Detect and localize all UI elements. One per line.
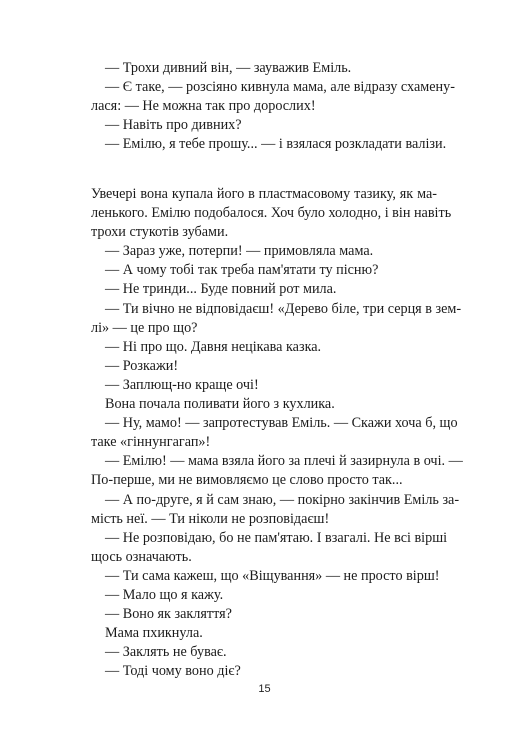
text-line: ленького. Емілю подобалося. Хоч було холодно, і він навіть [91,205,452,222]
text-line: щось означають. [91,548,192,565]
text-line: — А чому тобі так треба пам'ятати ту пісню? [105,262,379,279]
text-line: — Воно як закляття? [105,606,232,623]
text-line: — А по-друге, я й сам знаю, — покірно закінчив Еміль за- [105,491,460,508]
text-line: — Трохи дивний він, — зауважив Еміль. [105,60,352,76]
text-line: — Ти сама кажеш, що «Віщування» — не просто вірш! [105,567,440,584]
text-line: — Заплющ-но краще очі! [105,376,259,393]
text-line: трохи стукотів зубами. [91,224,229,241]
text-line: Увечері вона купала його в пластмасовому тазику, як ма- [91,186,437,202]
text-line: — Не розповідаю, бо не пам'ятаю. І взагалі. Не всі вірші [105,529,448,546]
text-line: — Зараз уже, потерпи! — примовляла мама. [105,243,374,260]
text-line: Мама пхикнула. [105,625,203,642]
text-line: — Заклять не буває. [105,644,227,661]
text-line: По-перше, ми не вимовляємо це слово просто так... [91,472,403,489]
text-line: — Емілю, я тебе прошу... — і взялася розкладати валізи. [105,136,447,153]
text-line: — Є таке, — розсіяно кивнула мама, але відразу схамену- [105,79,455,96]
text-line: мість неї. — Ти ніколи не розповідаєш! [91,510,330,527]
text-line: — Тоді чому воно діє? [105,663,241,680]
text-line: — Навіть про дивних? [105,117,242,134]
text-line: — Емілю! — мама взяла його за плечі й зазирнула в очі. — [105,453,463,470]
text-line: — Ні про що. Давня нецікава казка. [105,338,322,355]
text-line: — Ти вічно не відповідаєш! «Дерево біле, три серця в зем- [105,300,462,317]
page-number: 15 [258,683,271,695]
text-line: лася: — Не можна так про дорослих! [91,98,316,115]
text-block-dialogue [91,59,455,154]
text-line: таке «гіннунгагап»! [91,434,211,451]
text-line: — Розкажи! [105,357,179,374]
text-line: — Ну, мамо! — запротестував Еміль. — Скажи хоча б, що [105,415,458,432]
text-line: лі» — це про що? [91,319,198,336]
text-line: Вона почала поливати його з кухлика. [105,396,335,413]
text-line: — Не тринди... Буде повний рот мила. [105,281,337,298]
text-block-bath-scene [91,185,463,681]
text-line: — Мало що я кажу. [105,586,224,603]
